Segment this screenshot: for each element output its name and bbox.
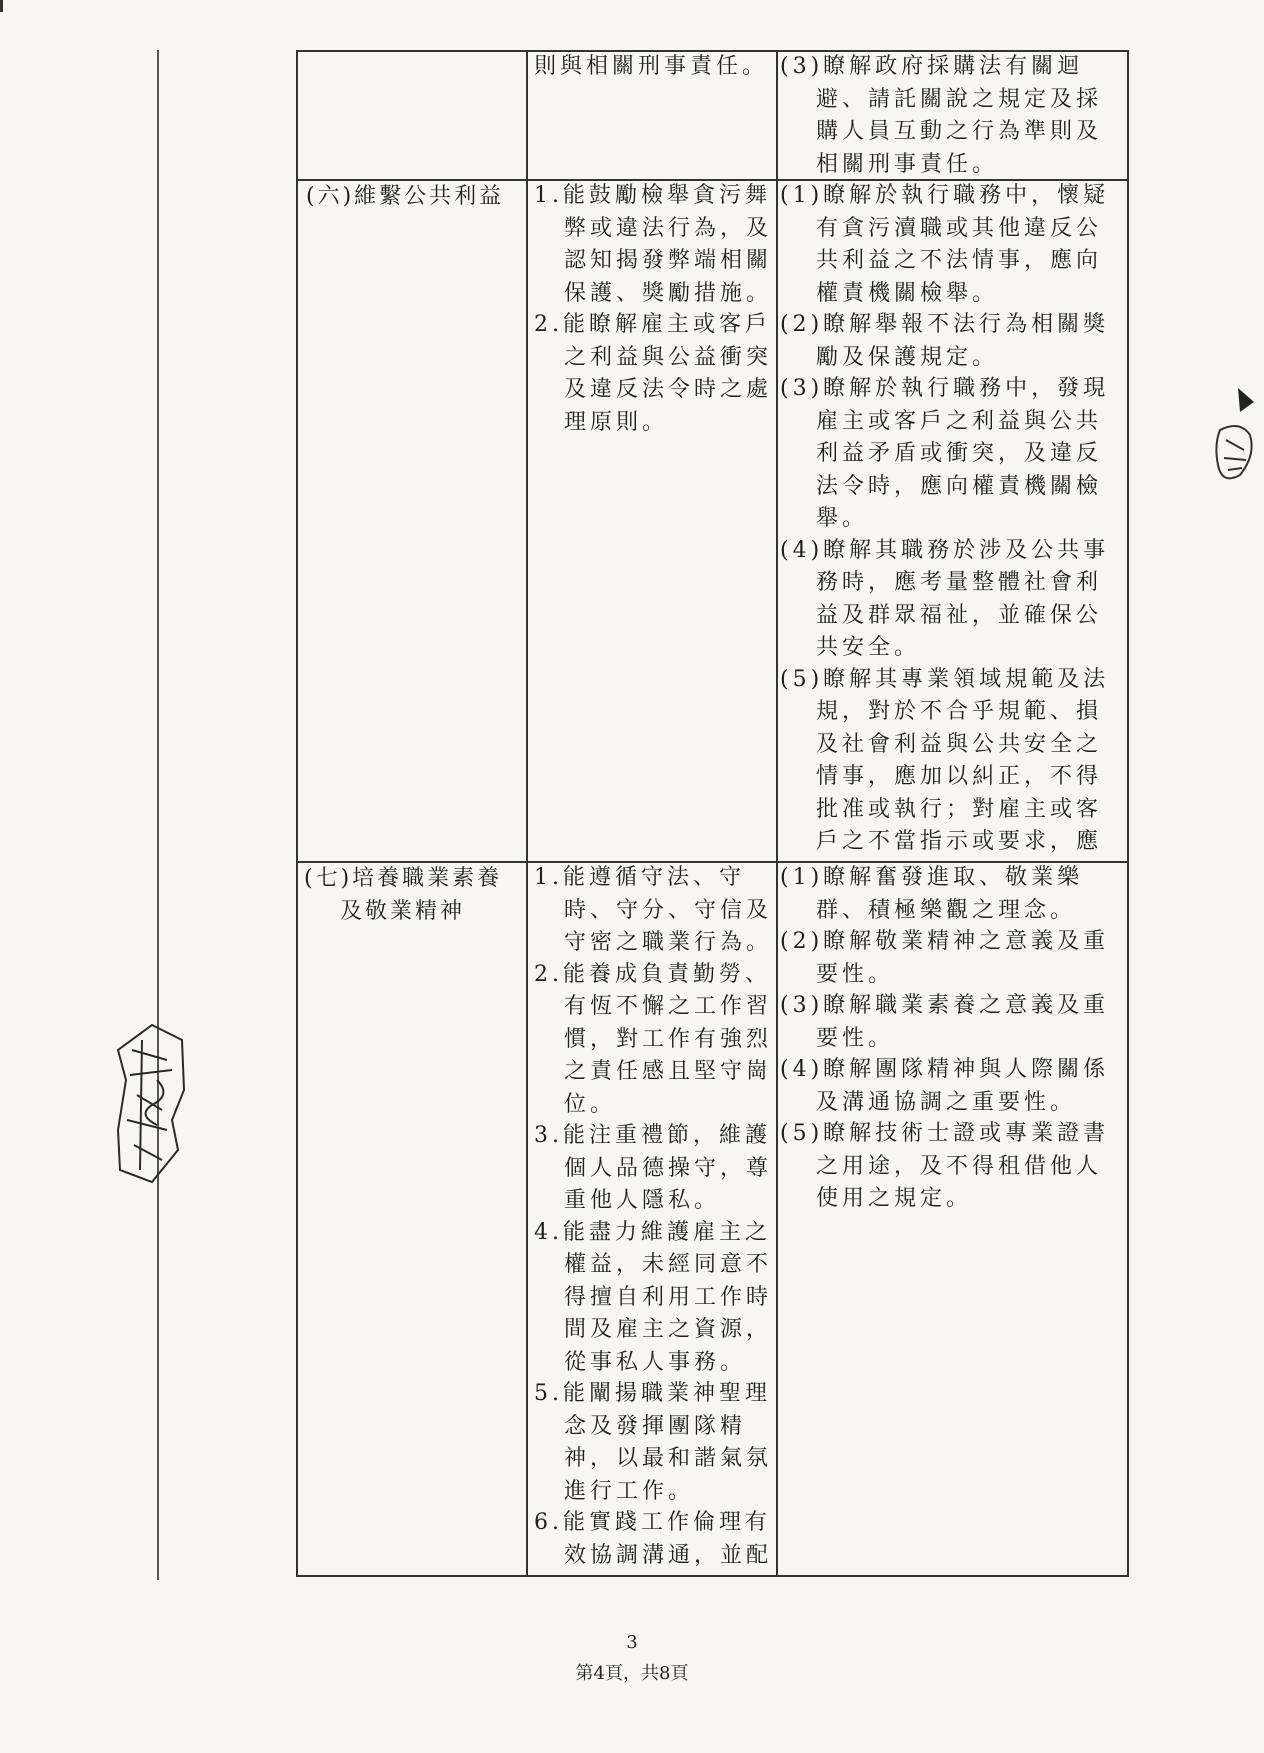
knowledge-cell (778, 52, 1127, 181)
page-of-total: 第4頁，共8頁 (575, 1663, 689, 1684)
ability-item: 6.能實踐工作倫理有效協調溝通，並配 (534, 1510, 773, 1568)
ability-item: 則與相關刑事責任。 (534, 54, 769, 79)
knowledge-cell (778, 863, 1127, 1575)
ability-item: 4.能盡力維護雇主之權益，未經同意不得擅自利用工作時間及雇主之資源，從事私人事務。 (534, 1219, 773, 1375)
knowledge-item: (2)瞭解舉報不法行為相關獎勵及保護規定。 (780, 312, 1110, 370)
knowledge-cell (778, 181, 1127, 863)
knowledge-item: (5)瞭解技術士證或專業證書之用途，及不得租借他人使用之規定。 (780, 1121, 1110, 1211)
knowledge-item: (1)瞭解於執行職務中，懷疑有貪污瀆職或其他違反公共利益之不法情事，應向權責機關檢舉。 (780, 183, 1110, 306)
category-label: (六)維繫公共利益 (306, 184, 505, 209)
ability-cell (528, 863, 778, 1575)
category-cell (298, 52, 528, 181)
knowledge-item: (3)瞭解職業素養之意義及重要性。 (780, 993, 1110, 1051)
ability-item: 3.能注重禮節，維護個人品德操守，尊重他人隱私。 (534, 1123, 773, 1213)
category-cell (298, 863, 528, 1575)
ability-item: 5.能闡揚職業神聖理念及發揮團隊精神，以最和諧氣氛進行工作。 (534, 1381, 773, 1504)
competency-table (296, 50, 1129, 1577)
knowledge-item: (4)瞭解其職務於涉及公共事務時，應考量整體社會利益及群眾福祉，並確保公共安全。 (780, 537, 1110, 660)
ability-item: 1.能遵循守法、守時、守分、守信及守密之職業行為。 (534, 865, 773, 955)
seal-stamp-fragment (1210, 380, 1256, 500)
knowledge-item: (5)瞭解其專業領域規範及法規，對於不合乎規範、損及社會利益與公共安全之情事，應加以糾正，不得批准或執行；對雇主或客戶之不當指示或要求，應 (780, 666, 1110, 854)
knowledge-item: (2)瞭解敬業精神之意義及重要性。 (780, 929, 1110, 987)
page-number: 3 (626, 1632, 638, 1653)
scan-mark (0, 0, 3, 12)
ability-cell (528, 52, 778, 181)
category-cell (298, 181, 528, 863)
left-margin-rule (157, 50, 159, 1580)
ability-cell (528, 181, 778, 863)
ability-item: 2.能瞭解雇主或客戶之利益與公益衝突及違反法令時之處理原則。 (534, 312, 773, 435)
category-label (304, 52, 522, 66)
knowledge-item: (1)瞭解奮發進取、敬業樂群、積極樂觀之理念。 (780, 865, 1084, 923)
seal-stamp (112, 1020, 190, 1190)
knowledge-item: (3)瞭解於執行職務中，發現雇主或客戶之利益與公共利益矛盾或衝突，及違反法令時，應向權責機關檢舉。 (780, 376, 1110, 531)
knowledge-item: (4)瞭解團隊精神與人際關係及溝通協調之重要性。 (780, 1057, 1110, 1115)
ability-item: 1.能鼓勵檢舉貪污舞弊或違法行為，及認知揭發弊端相關保護、獎勵措施。 (534, 183, 773, 306)
knowledge-item: (3)瞭解政府採購法有關迴避、請託關說之規定及採購人員互動之行為準則及相關刑事責任。 (780, 54, 1103, 177)
category-label: (七)培養職業素養及敬業精神 (304, 866, 503, 924)
ability-item: 2.能養成負責勤勞、有恆不懈之工作習慣，對工作有強烈之責任感且堅守崗位。 (534, 961, 773, 1117)
